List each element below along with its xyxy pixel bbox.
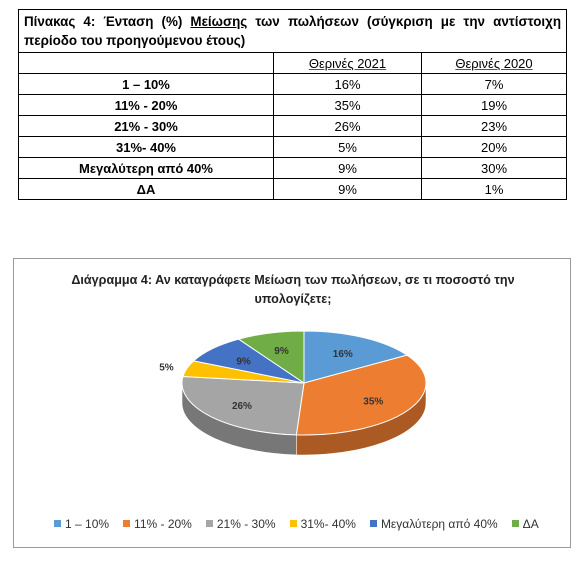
legend-label: ΔΑ — [522, 517, 539, 531]
legend-item — [206, 517, 276, 531]
data-label-0: 16% — [332, 348, 353, 360]
cell-2021: 35% — [274, 95, 422, 116]
legend-item — [370, 517, 498, 531]
chart-title: Διάγραμμα 4: Αν καταγράφετε Μείωση των πωλήσεων, σε τι ποσοστό την υπολογίζετε; — [71, 273, 515, 306]
legend-swatch — [512, 520, 519, 527]
data-label-2: 26% — [231, 400, 252, 412]
row-label: 21% - 30% — [19, 116, 274, 137]
data-label-4: 9% — [236, 356, 251, 368]
cell-2021: 5% — [274, 137, 422, 158]
legend-label: 31%- 40% — [300, 517, 356, 531]
legend-item — [290, 517, 356, 531]
legend-swatch — [123, 520, 130, 527]
table-title-underlined: Μείωσης — [190, 14, 248, 29]
row-label: Μεγαλύτερη από 40% — [19, 158, 274, 179]
cell-2020: 30% — [422, 158, 567, 179]
cell-2021: 9% — [274, 179, 422, 200]
table-row — [19, 158, 567, 179]
data-label-1: 35% — [363, 396, 384, 408]
legend-item — [512, 517, 539, 531]
cell-2021: 9% — [274, 158, 422, 179]
table-row — [19, 74, 567, 95]
row-label: 11% - 20% — [19, 95, 274, 116]
chart-legend — [54, 517, 539, 531]
cell-2020: 20% — [422, 137, 567, 158]
pie-chart-frame — [13, 258, 571, 548]
data-label-3: 5% — [159, 362, 174, 374]
header-cell-2020: Θερινές 2020 — [422, 53, 567, 74]
table-row — [19, 179, 567, 200]
cell-2021: 26% — [274, 116, 422, 137]
table-row — [19, 95, 567, 116]
cell-2021: 16% — [274, 74, 422, 95]
legend-swatch — [370, 520, 377, 527]
legend-label: 11% - 20% — [134, 517, 192, 531]
legend-swatch — [290, 520, 297, 527]
pie-chart — [14, 259, 570, 547]
sales-decrease-table — [18, 9, 567, 200]
legend-swatch — [54, 520, 61, 527]
data-label-5: 9% — [274, 346, 289, 358]
legend-label: 1 – 10% — [65, 517, 110, 531]
cell-2020: 23% — [422, 116, 567, 137]
cell-2020: 7% — [422, 74, 567, 95]
table-title-row — [19, 10, 567, 53]
header-cell-2021: Θερινές 2021 — [274, 53, 422, 74]
row-label: ΔΑ — [19, 179, 274, 200]
legend-swatch — [206, 520, 213, 527]
table-row — [19, 137, 567, 158]
table-title-prefix: Πίνακας 4: Ένταση (%) — [24, 14, 191, 29]
table-header-row — [19, 53, 567, 74]
table-title-suffix: των πωλήσεων (σύγκριση με την αντίστοιχη περίοδο του προηγούμενου έτους) — [24, 14, 562, 48]
legend-item — [54, 517, 109, 531]
cell-2020: 1% — [422, 179, 567, 200]
row-label: 31%- 40% — [19, 137, 274, 158]
legend-label: Μεγαλύτερη από 40% — [380, 517, 498, 531]
cell-2020: 19% — [422, 95, 567, 116]
legend-item — [123, 517, 192, 531]
header-cell-empty — [19, 53, 274, 74]
legend-label: 21% - 30% — [216, 517, 276, 531]
row-label: 1 – 10% — [19, 74, 274, 95]
table-row — [19, 116, 567, 137]
table-title — [19, 10, 567, 53]
